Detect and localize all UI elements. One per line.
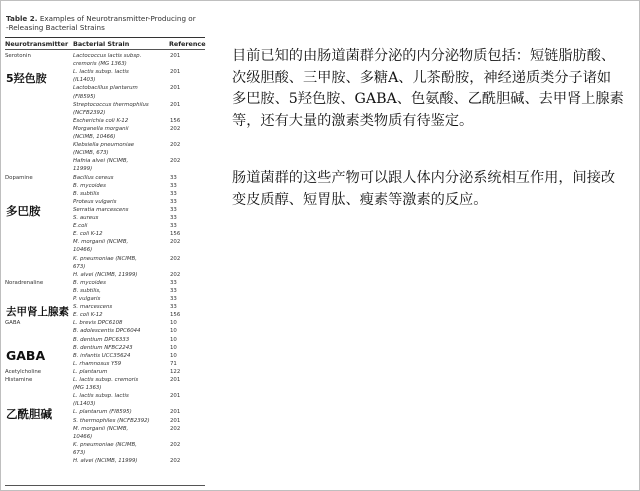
cell-bacterial-strain: Proteus vulgaris: [73, 198, 117, 205]
cell-bacterial-strain: L. lactis subsp. lactis: [73, 393, 129, 400]
cell-bacterial-strain: Streptococcus thermophilus: [73, 101, 149, 108]
cell-reference: 33: [170, 190, 177, 197]
cell-bacterial-strain: Klebsiella pneumoniae: [73, 142, 135, 149]
cell-reference: 201: [170, 101, 181, 108]
cell-reference: 202: [170, 425, 181, 432]
table-top-rule: [5, 37, 205, 38]
paragraph-2: 肠道菌群的这些产物可以跟人体内分泌系统相互作用，间接改变皮质醇、短胃肽、瘦素等激素的反应。: [232, 170, 616, 208]
table-bottom-rule: [5, 485, 205, 486]
cell-reference: 10: [170, 328, 177, 335]
cell-bacterial-strain: S. aureus: [73, 215, 99, 221]
cell-reference: 71: [170, 360, 177, 367]
cell-reference: 202: [170, 158, 181, 165]
cell-reference: 201: [170, 417, 181, 424]
table-caption-line1: Examples of Neurotransmitter-Producing or: [39, 14, 196, 23]
cell-bacterial-strain: E. coli K-12: [73, 231, 103, 238]
table-number: Table 2.: [6, 14, 38, 23]
cell-bacterial-strain: B. infantis UCC35624: [73, 352, 131, 359]
cell-reference: 156: [170, 231, 181, 238]
cell-bacterial-strain: L. lactis subsp. cremoris: [73, 377, 139, 383]
annotation-noradrenaline: 去甲肾上腺素: [6, 306, 69, 318]
cell-bacterial-strain: B. adolescentis DPC6044: [73, 328, 141, 335]
cell-reference: 33: [170, 198, 177, 205]
cell-bacterial-strain: Serratia marcescens: [73, 206, 129, 213]
cell-bacterial-strain: E.coli: [73, 223, 88, 230]
cell-bacterial-strain: H. alvei (NCIMB, 11999): [73, 271, 138, 278]
cell-reference: 202: [170, 458, 181, 464]
cell-bacterial-strain: Morganella morganii: [73, 125, 129, 132]
cell-bacterial-strain: K. pneumoniae (NCIMB,: [73, 441, 137, 448]
cell-bacterial-strain: M. morganii (NCIMB,: [73, 425, 129, 432]
cell-bacterial-strain: P. vulgaris: [73, 296, 101, 302]
cell-reference: 202: [170, 239, 181, 246]
cell-reference: 201: [170, 69, 181, 76]
cell-bacterial-strain: (FI8595): [73, 93, 96, 100]
cell-bacterial-strain: (NCFB2392): [73, 109, 106, 116]
table-caption-line2: -Releasing Bacterial Strains: [6, 23, 105, 32]
cell-bacterial-strain: (NCIMB, 10466): [73, 134, 116, 140]
cell-reference: 33: [170, 304, 177, 311]
cell-bacterial-strain: 10466): [73, 247, 93, 254]
cell-bacterial-strain: Bacillus cereus: [73, 174, 114, 181]
table-caption: [6, 14, 211, 32]
cell-neurotransmitter: GABA: [5, 320, 21, 327]
cell-bacterial-strain: B. mycoides: [73, 182, 106, 189]
cell-neurotransmitter: Serotonin: [5, 53, 31, 59]
cell-bacterial-strain: L. rhamnosus Y59: [73, 360, 122, 367]
header-reference: Reference: [169, 40, 206, 48]
cell-bacterial-strain: K. pneumoniae (NCIMB,: [73, 255, 137, 262]
cell-bacterial-strain: B. dentium DPC6333: [73, 336, 130, 343]
annotation-acetylcholine: 乙酰胆碱: [6, 407, 52, 421]
cell-bacterial-strain: M. morganii (NCIMB,: [73, 239, 129, 246]
cell-reference: 201: [170, 377, 181, 383]
cell-reference: 202: [170, 125, 181, 132]
table-header-rule: [5, 49, 205, 50]
cell-neurotransmitter: Acetylcholine: [5, 368, 42, 375]
cell-reference: 10: [170, 336, 177, 343]
cell-bacterial-strain: (IL1403): [73, 401, 96, 408]
cell-bacterial-strain: 673): [73, 449, 86, 456]
paragraph-1: 目前已知的由肠道菌群分泌的内分泌物质包括：短链脂肪酸、次级胆酸、三甲胺、多糖A、儿茶酚胺，神经递质类分子诸如多巴胺、5羟色胺、GABA、色氨酸、乙酰胆碱、去甲肾上腺素等，还有大量的激素类物质有待鉴定。: [232, 48, 624, 129]
cell-bacterial-strain: S. thermophiles (NCFB2392): [73, 417, 150, 424]
cell-bacterial-strain: L. plantarum (FI8595): [73, 409, 132, 416]
cell-reference: 10: [170, 320, 177, 327]
cell-reference: 156: [170, 312, 181, 319]
cell-reference: 202: [170, 441, 181, 448]
cell-bacterial-strain: Escherichia coli K-12: [73, 117, 129, 124]
cell-bacterial-strain: E. coli K-12: [73, 312, 103, 319]
cell-bacterial-strain: (NCIMB, 673): [73, 150, 109, 157]
cell-reference: 122: [170, 368, 181, 375]
cell-reference: 202: [170, 142, 181, 149]
cell-reference: 201: [170, 85, 181, 92]
cell-bacterial-strain: L. brevis DPC6108: [73, 320, 123, 327]
cell-reference: 201: [170, 393, 181, 400]
cell-bacterial-strain: S. marcescens: [73, 304, 113, 311]
cell-bacterial-strain: (MG 1363): [73, 385, 102, 392]
cell-reference: 10: [170, 344, 177, 351]
cell-reference: 201: [170, 409, 181, 416]
cell-reference: 33: [170, 215, 177, 221]
cell-bacterial-strain: cremoris (MG 1363): [73, 61, 127, 68]
cell-bacterial-strain: (IL1403): [73, 77, 96, 84]
cell-reference: 33: [170, 279, 177, 286]
cell-bacterial-strain: 10466): [73, 433, 93, 440]
cell-bacterial-strain: Hafnia alvei (NCIMB,: [73, 158, 129, 165]
cell-reference: 33: [170, 182, 177, 189]
cell-bacterial-strain: L. lactis subsp. lactis: [73, 69, 129, 76]
annotation-gaba: GABA: [6, 348, 46, 363]
cell-bacterial-strain: Lactococcus lactis subsp.: [73, 53, 142, 59]
cell-bacterial-strain: B. dentium NFBC2243: [73, 344, 133, 351]
cell-bacterial-strain: 673): [73, 263, 86, 270]
cell-neurotransmitter: Dopamine: [5, 174, 33, 181]
cell-bacterial-strain: L. plantarum: [73, 368, 108, 375]
cell-bacterial-strain: B. subtilis: [73, 190, 100, 197]
cell-bacterial-strain: H. alvei (NCIMB, 11999): [73, 458, 138, 464]
annotation-dopamine: 多巴胺: [6, 204, 41, 218]
cell-reference: 33: [170, 223, 177, 230]
cell-reference: 201: [170, 53, 181, 59]
cell-neurotransmitter: Histamine: [5, 377, 33, 383]
cell-reference: 33: [170, 174, 177, 181]
annotation-serotonin: 5羟色胺: [6, 72, 47, 85]
cell-reference: 33: [170, 287, 177, 294]
cell-reference: 33: [170, 296, 177, 302]
cell-bacterial-strain: B. subtilis,: [73, 287, 101, 294]
cell-reference: 202: [170, 271, 181, 278]
header-bacterial-strain: Bacterial Strain: [73, 40, 130, 48]
header-neurotransmitter: Neurotransmitter: [5, 40, 69, 48]
cell-reference: 33: [170, 206, 177, 213]
cell-reference: 156: [170, 117, 181, 124]
cell-neurotransmitter: Noradrenaline: [5, 279, 44, 286]
cell-bacterial-strain: Lactobacillus plantarum: [73, 85, 138, 92]
cell-reference: 202: [170, 255, 181, 262]
cell-reference: 10: [170, 352, 177, 359]
cell-bacterial-strain: 11999): [73, 166, 93, 173]
cell-bacterial-strain: B. mycoides: [73, 279, 106, 286]
